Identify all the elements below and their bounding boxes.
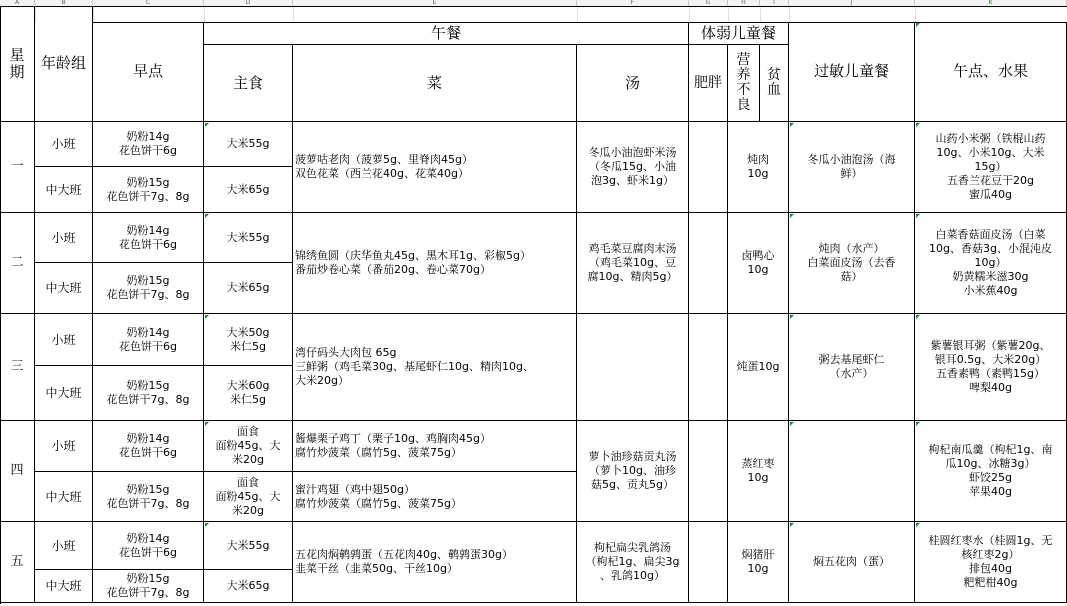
cell-comment-marker: [205, 315, 209, 319]
column-header-a[interactable]: A: [0, 0, 35, 6]
malnutrition-anemia-cell[interactable]: 蒸红枣 10g: [728, 421, 789, 522]
header-staple[interactable]: 主食: [204, 45, 293, 122]
soup-cell[interactable]: 鸡毛菜豆腐肉末汤 （鸡毛菜10g、豆 腐10g、精肉5g）: [577, 213, 689, 314]
header-snack-fruit[interactable]: 午点、水果: [915, 22, 1067, 122]
staple-cell[interactable]: 面食 面粉45g、大 米20g: [204, 421, 293, 472]
breakfast-cell[interactable]: 奶粉15g 花色饼干7g、8g: [93, 570, 204, 603]
header-malnutrition[interactable]: 营 养 不 良: [728, 45, 760, 122]
snack-fruit-cell[interactable]: 紫薯银耳粥（紫薯20g、 银耳0.5g、大米20g） 五香素鸭（素鸭15g） 啤梨40g: [915, 314, 1067, 421]
age-group-cell[interactable]: 中大班: [35, 167, 93, 213]
cell-comment-marker: [916, 123, 920, 127]
header-lunch[interactable]: 午餐: [204, 22, 689, 45]
breakfast-cell[interactable]: 奶粉15g 花色饼干7g、8g: [93, 366, 204, 421]
malnutrition-anemia-cell[interactable]: 焖猪肝 10g: [728, 522, 789, 603]
obese-cell[interactable]: [689, 122, 728, 213]
staple-cell[interactable]: 大米55g: [204, 122, 293, 167]
snack-fruit-cell[interactable]: 枸杞南瓜羹（枸杞1g、南 瓜10g、冰糖3g） 虾饺25g 苹果40g: [915, 421, 1067, 522]
weekday-cell[interactable]: 一: [0, 122, 35, 213]
staple-cell[interactable]: 大米50g 米仁5g: [204, 314, 293, 366]
header-weak-children[interactable]: 体弱儿童餐: [689, 22, 789, 45]
age-group-cell[interactable]: 中大班: [35, 472, 93, 522]
column-header-b[interactable]: B: [35, 0, 93, 6]
header-comment-marker: [916, 23, 920, 27]
cell-comment-marker: [205, 123, 209, 127]
dish-cell[interactable]: 酱爆栗子鸡丁（栗子10g、鸡胸肉45g） 腐竹炒菠菜（腐竹5g、菠菜75g）: [293, 421, 577, 472]
cell-comment-marker: [916, 315, 920, 319]
age-group-cell[interactable]: 小班: [35, 314, 93, 366]
cell-comment-marker: [790, 214, 794, 218]
malnutrition-anemia-cell[interactable]: 卤鸭心 10g: [728, 213, 789, 314]
cell-comment-marker: [790, 123, 794, 127]
allergy-cell[interactable]: 冬瓜小油泡汤（海 鲜）: [789, 122, 915, 213]
snack-fruit-cell[interactable]: 桂圆红枣水（桂圆1g、无 核红枣2g） 排包40g 粑粑柑40g: [915, 522, 1067, 603]
breakfast-cell[interactable]: 奶粉14g 花色饼干6g: [93, 122, 204, 167]
header-soup[interactable]: 汤: [577, 45, 689, 122]
column-header-d[interactable]: D: [204, 0, 293, 6]
cell-comment-marker: [916, 422, 920, 426]
dish-cell[interactable]: 菠萝咕老肉（菠萝5g、里脊肉45g） 双色花菜（西兰花40g、花菜40g）: [293, 122, 577, 213]
cell-comment-marker: [916, 214, 920, 218]
column-header-c[interactable]: C: [93, 0, 204, 6]
age-group-cell[interactable]: 小班: [35, 421, 93, 472]
allergy-cell[interactable]: [789, 421, 915, 522]
soup-cell[interactable]: 萝卜油珍菇贡丸汤 （萝卜10g、油珍 菇5g、贡丸5g）: [577, 421, 689, 522]
cell-comment-marker: [790, 523, 794, 527]
header-anemia[interactable]: 贫 血: [760, 45, 789, 122]
malnutrition-anemia-cell[interactable]: 炖蛋10g: [728, 314, 789, 421]
staple-cell[interactable]: 大米55g: [204, 522, 293, 570]
column-header-f[interactable]: F: [577, 0, 689, 6]
header-dish[interactable]: 菜: [293, 45, 577, 122]
staple-cell[interactable]: 大米65g: [204, 570, 293, 603]
dish-cell[interactable]: 湾仔码头大肉包 65g 三鲜粥（鸡毛菜30g、基尾虾仁10g、精肉10g、 大米20g）: [293, 314, 577, 421]
column-header-k[interactable]: K: [915, 0, 1067, 6]
header-allergy[interactable]: 过敏儿童餐: [789, 22, 915, 122]
allergy-cell[interactable]: 焖五花肉（蛋）: [789, 522, 915, 603]
staple-cell[interactable]: 大米55g: [204, 213, 293, 263]
header-weekday[interactable]: 星 期: [0, 6, 35, 122]
breakfast-cell[interactable]: 奶粉15g 花色饼干7g、8g: [93, 472, 204, 522]
dish-cell[interactable]: 锦绣鱼圆（庆华鱼丸45g、黑木耳1g、彩椒5g） 番茄炒卷心菜（番茄20g、卷心菜70g）: [293, 213, 577, 314]
weekday-cell[interactable]: 二: [0, 213, 35, 314]
obese-cell[interactable]: [689, 421, 728, 522]
malnutrition-anemia-cell[interactable]: 炖肉 10g: [728, 122, 789, 213]
cell-comment-marker: [205, 523, 209, 527]
age-group-cell[interactable]: 中大班: [35, 366, 93, 421]
weekday-cell[interactable]: 四: [0, 421, 35, 522]
obese-cell[interactable]: [689, 522, 728, 603]
obese-cell[interactable]: [689, 213, 728, 314]
staple-cell[interactable]: 大米65g: [204, 167, 293, 213]
header-age-group[interactable]: 年龄组: [35, 6, 93, 122]
column-header-g[interactable]: G: [689, 0, 728, 6]
soup-cell[interactable]: 枸杞扁尖乳鸽汤 （枸杞1g、扁尖3g 、乳鸽10g）: [577, 522, 689, 603]
staple-cell[interactable]: 大米65g: [204, 263, 293, 314]
age-group-cell[interactable]: 小班: [35, 522, 93, 570]
allergy-cell[interactable]: 炖肉（水产） 白菜面皮汤（去香 菇）: [789, 213, 915, 314]
age-group-cell[interactable]: 小班: [35, 122, 93, 167]
snack-fruit-cell[interactable]: 山药小米粥（铁棍山药 10g、小米10g、大米 15g） 五香兰花豆干20g 蜜瓜40g: [915, 122, 1067, 213]
age-group-cell[interactable]: 小班: [35, 213, 93, 263]
cell-comment-marker: [790, 315, 794, 319]
column-header-j[interactable]: J: [789, 0, 915, 6]
breakfast-cell[interactable]: 奶粉14g 花色饼干6g: [93, 522, 204, 570]
staple-cell[interactable]: 大米60g 米仁5g: [204, 366, 293, 421]
header-obese[interactable]: 肥胖: [689, 45, 728, 122]
breakfast-cell[interactable]: 奶粉14g 花色饼干6g: [93, 314, 204, 366]
header-breakfast[interactable]: 早点: [93, 22, 204, 122]
cell-comment-marker: [205, 214, 209, 218]
breakfast-cell[interactable]: 奶粉15g 花色饼干7g、8g: [93, 263, 204, 314]
cell-comment-marker: [205, 422, 209, 426]
soup-cell[interactable]: 冬瓜小油泡虾米汤 （冬瓜15g、小油 泡3g、虾米1g）: [577, 122, 689, 213]
column-header-e[interactable]: E: [293, 0, 577, 6]
staple-cell[interactable]: 面食 面粉45g、大 米20g: [204, 472, 293, 522]
soup-cell[interactable]: [577, 314, 689, 421]
snack-fruit-cell[interactable]: 白菜香菇面皮汤（白菜 10g、香菇3g、小混沌皮 10g） 奶黄糯米滋30g 小米蕉40g: [915, 213, 1067, 314]
breakfast-cell[interactable]: 奶粉14g 花色饼干6g: [93, 421, 204, 472]
dish-cell[interactable]: 五花肉焖鹌鹑蛋（五花肉40g、鹌鹑蛋30g） 韭菜干丝（韭菜50g、干丝10g）: [293, 522, 577, 603]
dish-cell[interactable]: 蜜汁鸡翅（鸡中翅50g） 腐竹炒菠菜（腐竹5g、菠菜75g）: [293, 472, 577, 522]
allergy-cell[interactable]: 粥去基尾虾仁 （水产）: [789, 314, 915, 421]
age-group-cell[interactable]: 中大班: [35, 263, 93, 314]
breakfast-cell[interactable]: 奶粉15g 花色饼干7g、8g: [93, 167, 204, 213]
weekday-cell[interactable]: 三: [0, 314, 35, 421]
breakfast-cell[interactable]: 奶粉14g 花色饼干6g: [93, 213, 204, 263]
cell-comment-marker: [916, 523, 920, 527]
age-group-cell[interactable]: 中大班: [35, 570, 93, 603]
weekday-cell[interactable]: 五: [0, 522, 35, 603]
column-header-h[interactable]: H: [728, 0, 760, 6]
column-header-i[interactable]: I: [760, 0, 789, 6]
cell-comment-marker: [790, 422, 794, 426]
obese-cell[interactable]: [689, 314, 728, 421]
